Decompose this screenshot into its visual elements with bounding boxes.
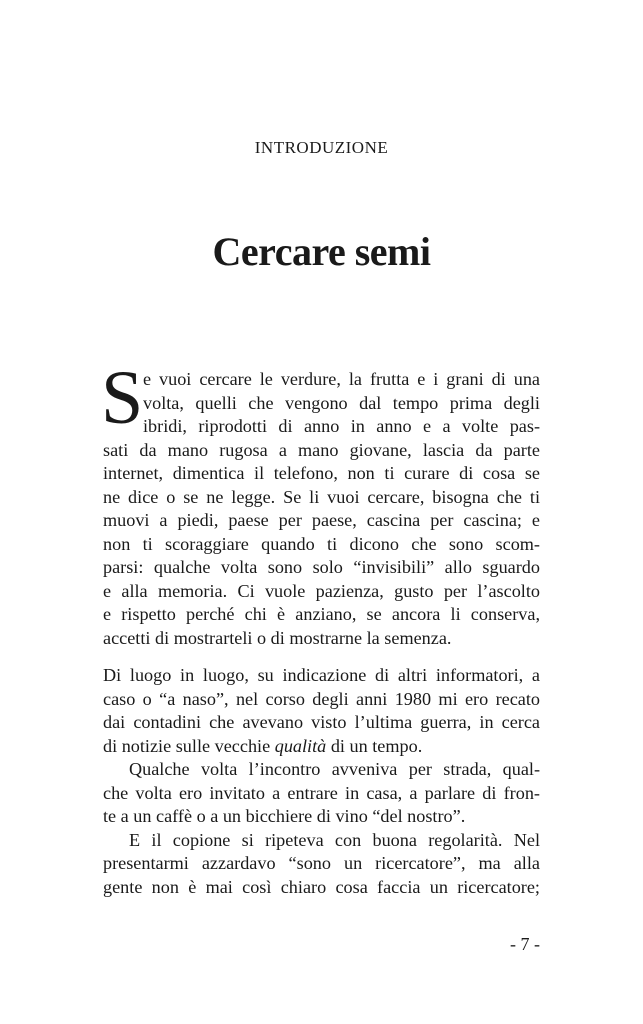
paragraph-1	[103, 368, 540, 650]
text-line: non ti scoraggiare quando ti dicono che sono scom-	[103, 533, 540, 554]
text-line: internet, dimentica il telefono, non ti curare di cosa se	[103, 463, 540, 483]
text-line: dai contadini che avevano visto l’ultima guerra, in cerca	[103, 712, 540, 732]
paragraph-2	[103, 664, 540, 899]
text-line: e vuoi cercare le verdure, la frutta e i grani di una	[143, 369, 540, 389]
text-line: E il copione si ripeteva con buona regolarità. Nel	[129, 829, 540, 850]
text-line: Qualche volta l’incontro avveniva per strada, qual-	[129, 759, 540, 779]
text-segment: di notizie sulle vecchie	[103, 735, 275, 756]
text-line	[103, 735, 540, 759]
text-line: e alla memoria. Ci vuole pazienza, gusto per l’ascolto	[103, 580, 540, 601]
chapter-title: Cercare semi	[212, 229, 431, 274]
page-number: - 7 -	[510, 934, 540, 954]
text-line: accetti di mostrarteli o di mostrarne la semenza.	[103, 627, 452, 648]
text-line: caso o “a naso”, nel corso degli anni 1980 mi ero recato	[103, 688, 540, 709]
italic-word: qualità	[274, 735, 327, 756]
text-line: che volta ero invitato a entrare in casa, a parlare di fron-	[103, 782, 540, 803]
text-line: e rispetto perché chi è anziano, se ancora li conserva,	[103, 604, 540, 624]
text-line: presentarmi azzardavo “sono un ricercatore”, ma alla	[103, 853, 540, 873]
text-segment: di un tempo.	[326, 735, 423, 756]
text-line: sati da mano rugosa a mano giovane, lascia da parte	[103, 439, 540, 460]
text-line: te a un caffè o a un bicchiere di vino “del nostro”.	[103, 806, 466, 826]
text-line: Di luogo in luogo, su indicazione di altri informatori, a	[103, 665, 540, 685]
text-line: ne dice o se ne legge. Se li vuoi cercare, bisogna che ti	[103, 486, 540, 507]
text-line: volta, quelli che vengono dal tempo prima degli	[143, 392, 540, 413]
drop-cap: S	[101, 356, 144, 440]
text-line: gente non è mai così chiaro cosa faccia un ricercatore;	[103, 876, 540, 897]
text-line: parsi: qualche volta sono solo “invisibili” allo sguardo	[103, 557, 540, 577]
text-line: muovi a piedi, paese per paese, cascina per cascina; e	[103, 510, 540, 530]
text-line: ibridi, riprodotti di anno in anno e a volte pas-	[143, 416, 540, 436]
chapter-label: INTRODUZIONE	[254, 138, 389, 157]
